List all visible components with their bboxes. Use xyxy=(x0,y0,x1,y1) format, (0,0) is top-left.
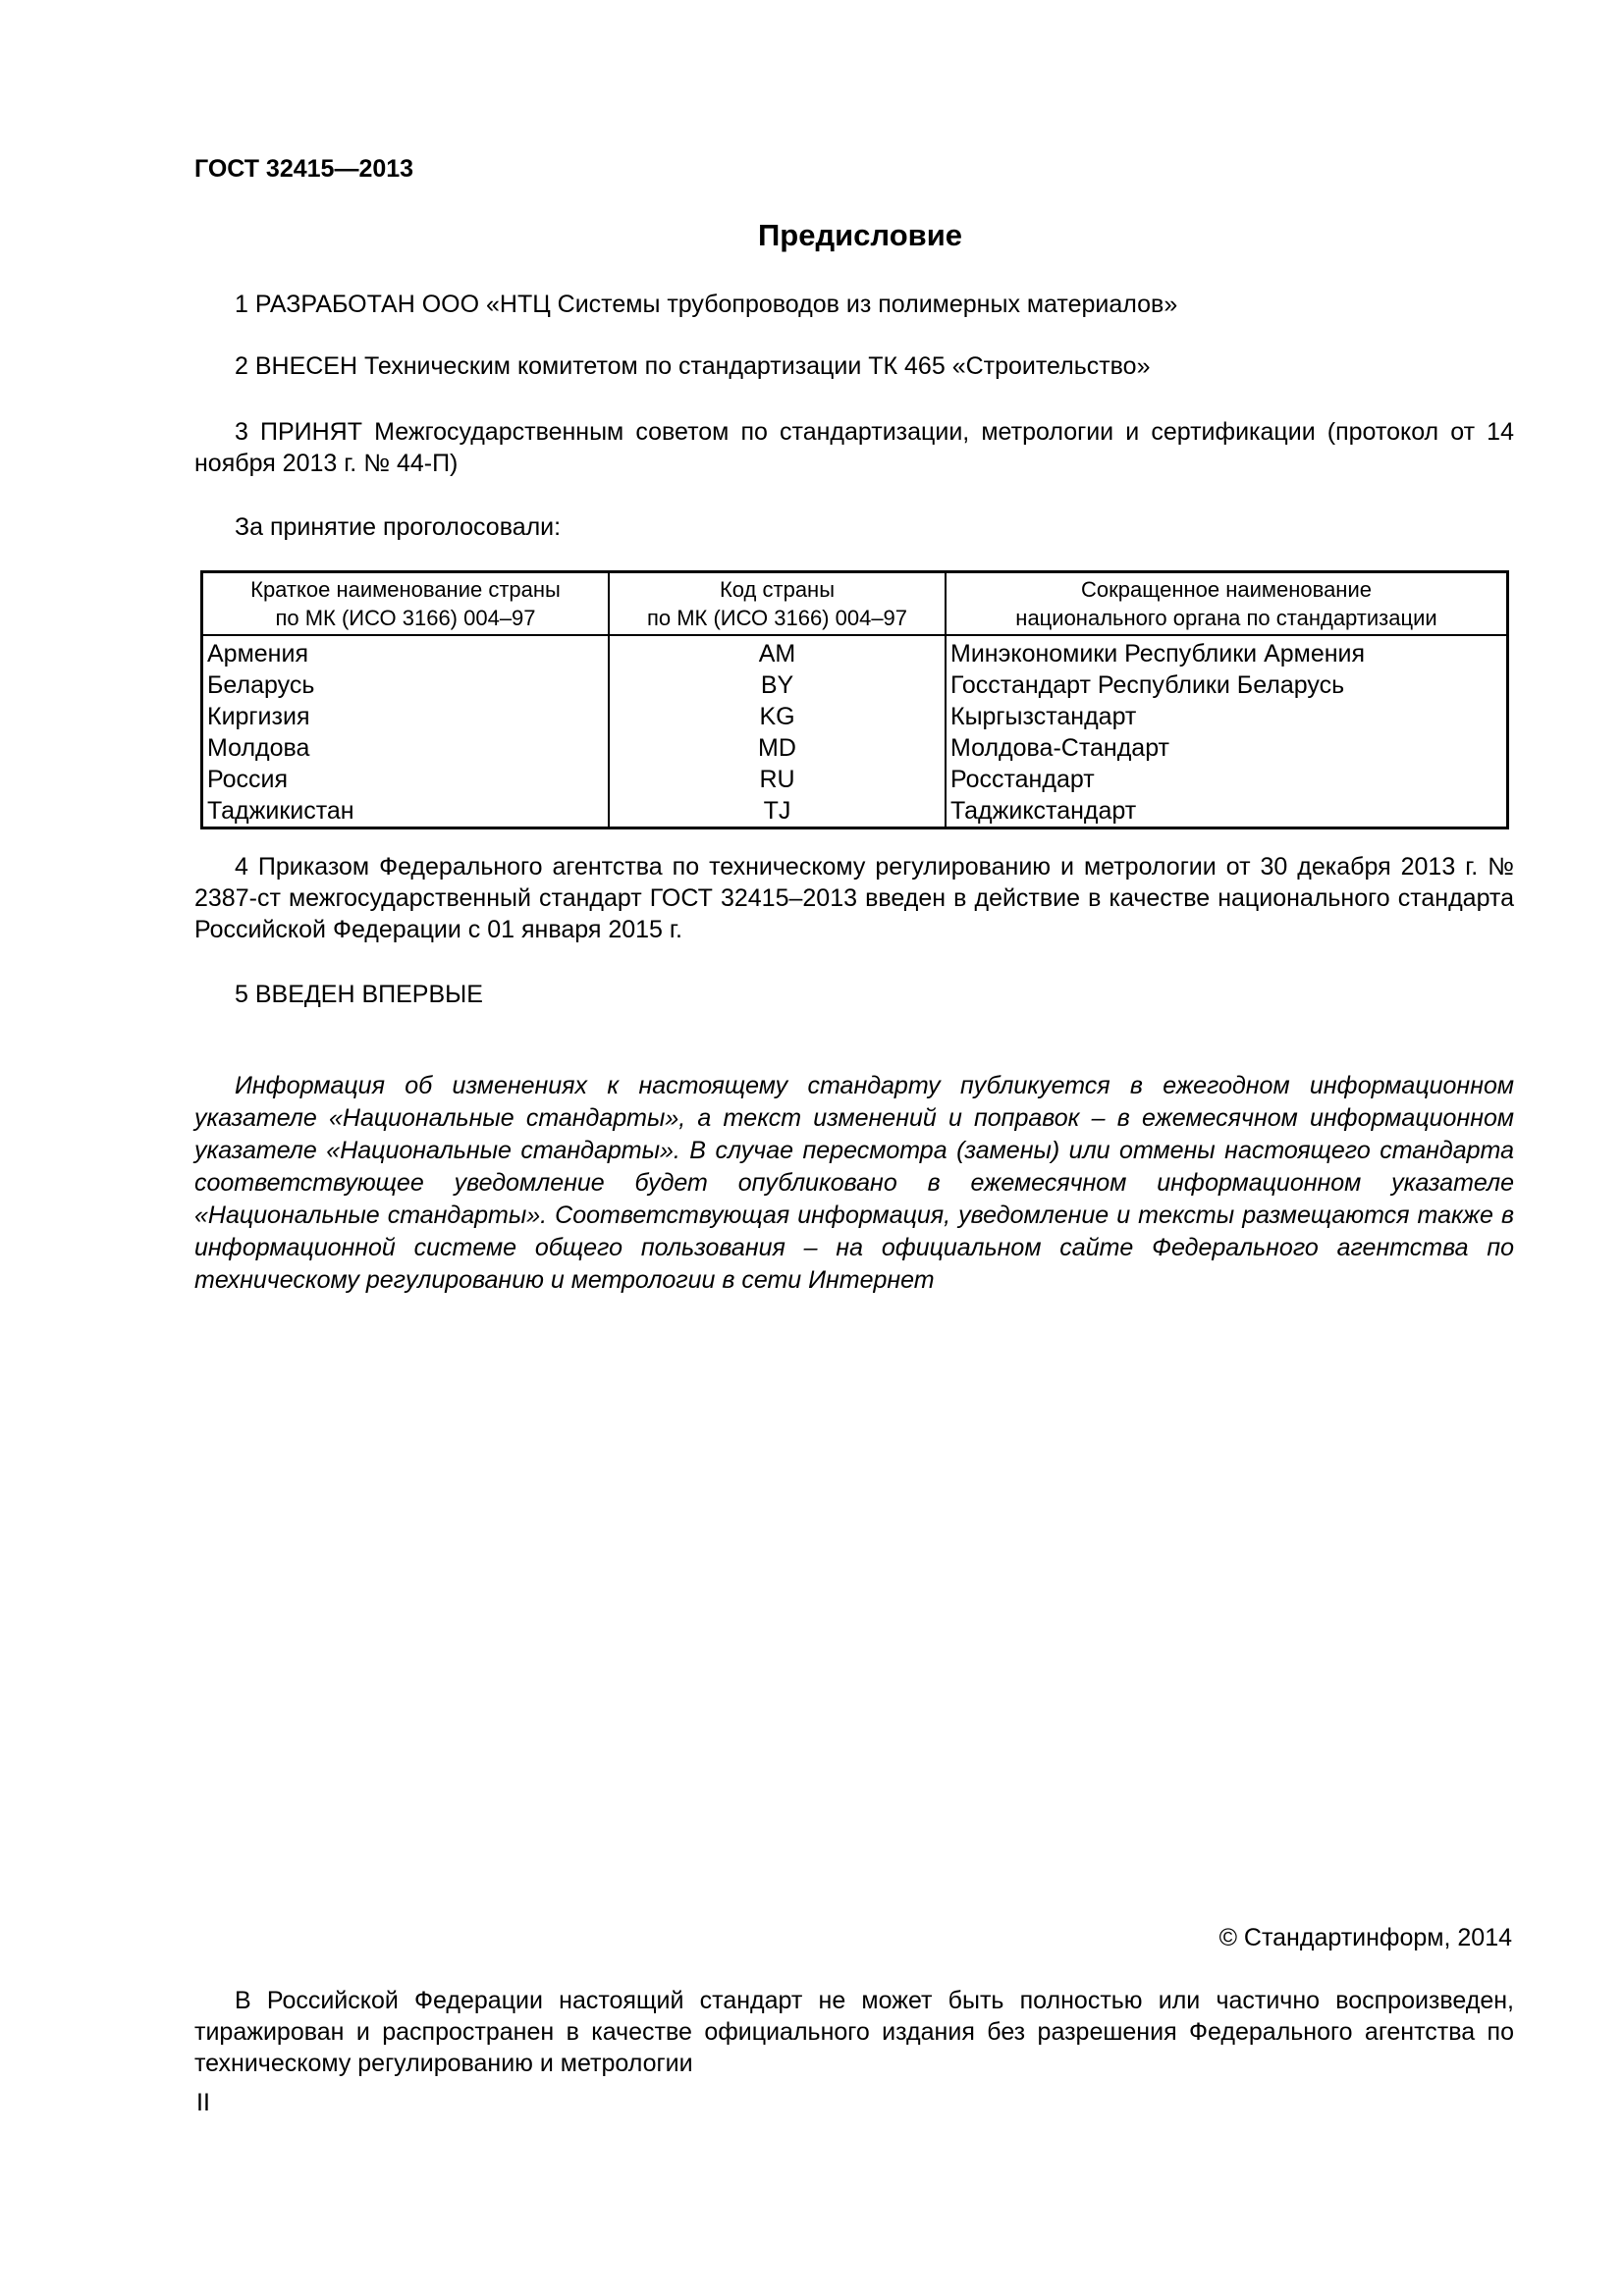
country-code: TJ xyxy=(609,795,946,828)
item-developed xyxy=(194,289,1514,320)
item-introduced-text: 2 ВНЕСЕН Техническим комитетом по стандартизации ТК 465 «Строительство» xyxy=(235,352,1151,380)
country-code: KG xyxy=(609,701,946,732)
header-line: Краткое наименование страны xyxy=(250,577,561,602)
country-name: Беларусь xyxy=(202,669,610,701)
table-header-country xyxy=(202,572,610,636)
standards-body: Молдова-Стандарт xyxy=(946,732,1508,764)
countries-table xyxy=(200,570,1509,829)
item-enacted xyxy=(194,851,1514,945)
document-code: ГОСТ 32415—2013 xyxy=(194,155,414,183)
header-line: по МК (ИСО 3166) 004–97 xyxy=(646,606,908,630)
changes-info-text: Информация об изменениях к настоящему стандарту публикуется в ежегодном информационном указателе «Национальные стандарты», а текст изменений и поправок – в ежемесячном информационном указателе «Национальные стандарты». В случае пересмотра (замены) или отмены настоящего стандарта соответствующее уведомление будет опубликовано в ежемесячном информационном указателе «Национальные стандарты». Соответствующая информация, уведомление и тексты размещаются также в информационной системе общего пользования – на официальном сайте Федерального агентства по техническому регулированию и метрологии в сети Интернет xyxy=(194,1072,1514,1294)
table-row xyxy=(202,701,1508,732)
page-title: Предисловие xyxy=(757,218,962,252)
table-row xyxy=(202,764,1508,795)
header-line: Код страны xyxy=(719,577,836,602)
voted-label xyxy=(194,511,1514,543)
standards-body: Таджикстандарт xyxy=(946,795,1508,828)
country-name: Россия xyxy=(202,764,610,795)
standards-body: Росстандарт xyxy=(946,764,1508,795)
changes-info-notice xyxy=(194,1070,1514,1297)
country-code: MD xyxy=(609,732,946,764)
item-enacted-text: 4 Приказом Федерального агентства по техническому регулированию и метрологии от 30 декабря 2013 г. № 2387-ст межгосударственный стандарт ГОСТ 32415–2013 введен в действие в качестве национального стандарта Российской Федерации с 01 января 2015 г. xyxy=(194,853,1514,943)
country-name: Киргизия xyxy=(202,701,610,732)
country-code: BY xyxy=(609,669,946,701)
item-first-introduced-text: 5 ВВЕДЕН ВПЕРВЫЕ xyxy=(235,981,483,1008)
header-line: по МК (ИСО 3166) 004–97 xyxy=(275,606,536,630)
table-header-row xyxy=(202,572,1508,636)
reproduction-notice xyxy=(194,1985,1514,2079)
table-row xyxy=(202,635,1508,669)
standards-body: Госстандарт Республики Беларусь xyxy=(946,669,1508,701)
copyright-notice: © Стандартинформ, 2014 xyxy=(1218,1924,1512,1951)
reproduction-notice-text: В Российской Федерации настоящий стандарт не может быть полностью или частично воспроизведен, тиражирован и распространен в качестве официального издания без разрешения Федерального агентства по техническому регулированию и метрологии xyxy=(194,1987,1514,2077)
standards-body: Минэкономики Республики Армения xyxy=(946,635,1508,669)
page-number: II xyxy=(196,2089,210,2116)
item-developed-text: 1 РАЗРАБОТАН ООО «НТЦ Системы трубопроводов из полимерных материалов» xyxy=(235,291,1178,318)
table-row xyxy=(202,732,1508,764)
table-header-body xyxy=(946,572,1508,636)
item-adopted xyxy=(194,416,1514,479)
country-code: AM xyxy=(609,635,946,669)
table-row xyxy=(202,795,1508,828)
table-row xyxy=(202,669,1508,701)
header-line: Сокращенное наименование xyxy=(1081,577,1372,602)
country-name: Таджикистан xyxy=(202,795,610,828)
item-adopted-text: 3 ПРИНЯТ Межгосударственным советом по стандартизации, метрологии и сертификации (протокол от 14 ноября 2013 г. № 44-П) xyxy=(194,418,1514,477)
country-code: RU xyxy=(609,764,946,795)
item-first-introduced xyxy=(194,979,1514,1010)
table-header-code xyxy=(609,572,946,636)
header-line: национального органа по стандартизации xyxy=(1015,606,1437,630)
standards-body: Кыргызстандарт xyxy=(946,701,1508,732)
voted-label-text: За принятие проголосовали: xyxy=(235,513,562,541)
country-name: Армения xyxy=(202,635,610,669)
item-introduced xyxy=(194,350,1514,382)
country-name: Молдова xyxy=(202,732,610,764)
